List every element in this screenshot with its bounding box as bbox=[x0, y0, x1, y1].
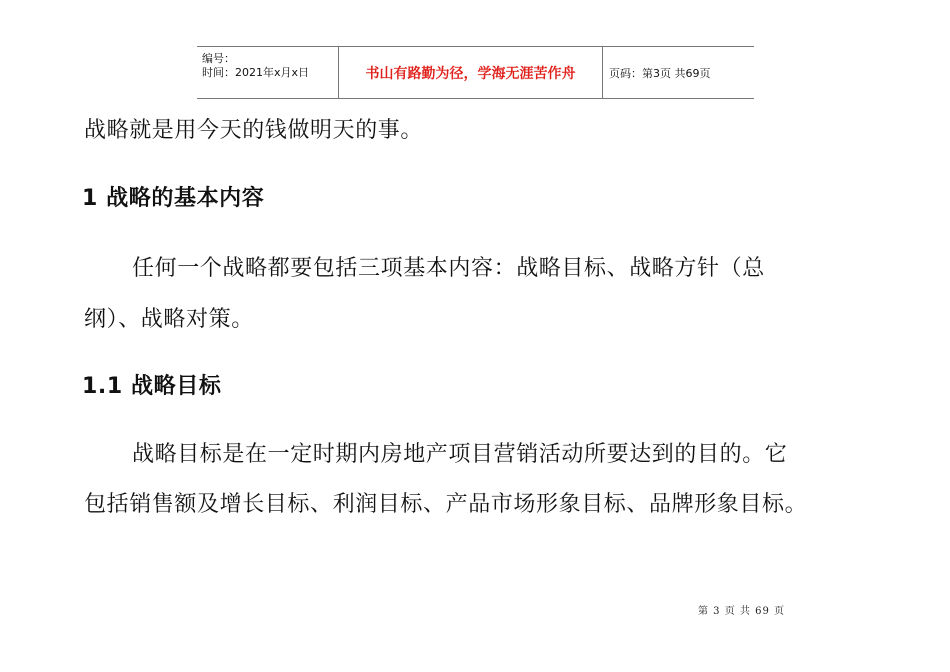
paragraph-1-line-2: 纲）、战略对策。 bbox=[84, 307, 254, 332]
page-header bbox=[197, 46, 754, 99]
header-number-label: 编号： bbox=[202, 52, 235, 65]
section-heading-1-1: 1.1 战略目标 bbox=[82, 374, 222, 399]
section-heading-1: 1 战略的基本内容 bbox=[82, 186, 265, 211]
header-motto: 书山有路勤为径，学海无涯苦作舟 bbox=[339, 47, 603, 98]
header-meta bbox=[197, 47, 339, 98]
intro-sentence: 战略就是用今天的钱做明天的事。 bbox=[84, 118, 424, 143]
page-footer: 第 3 页 共 69 页 bbox=[698, 606, 785, 617]
paragraph-2-line-1: 战略目标是在一定时期内房地产项目营销活动所要达到的目的。它 bbox=[132, 442, 788, 467]
header-time-label: 时间：2021年x月x日 bbox=[202, 66, 310, 79]
header-page-info: 页码：第3页 共69页 bbox=[609, 66, 711, 80]
paragraph-2-line-2: 包括销售额及增长目标、利润目标、产品市场形象目标、品牌形象目标。 bbox=[84, 492, 808, 517]
paragraph-1-line-1: 任何一个战略都要包括三项基本内容：战略目标、战略方针（总 bbox=[132, 256, 765, 281]
